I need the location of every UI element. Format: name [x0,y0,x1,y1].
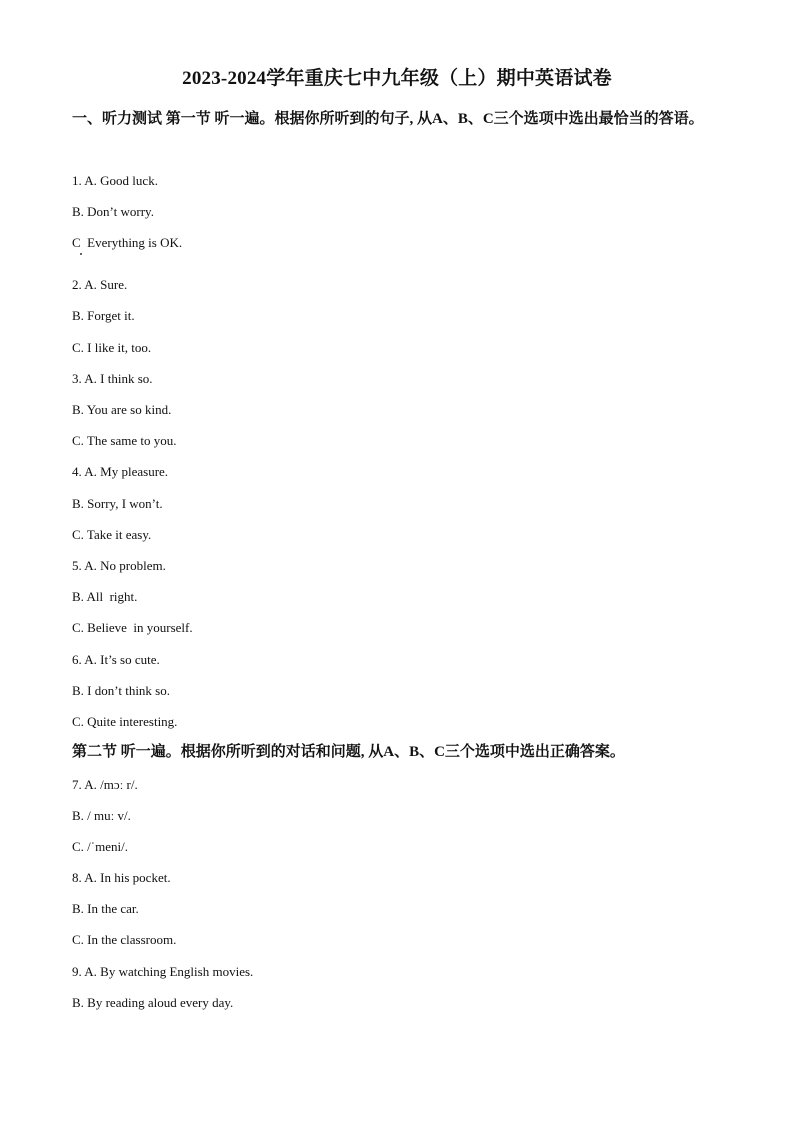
option-line: C. The same to you. [72,433,177,448]
option-line: C. Believe in yourself. [72,620,193,635]
option-line: B. Forget it. [72,308,135,323]
option-line: C. In the classroom. [72,932,177,947]
option-line: B. By reading aloud every day. [72,995,234,1010]
option-line: 4. A. My pleasure. [72,464,169,479]
option-line: C Everything is OK. [72,235,183,250]
option-line: B. All right. [72,589,138,604]
option-line: B. Don’t worry. [72,204,154,219]
stray-dot [80,253,82,255]
option-line: 8. A. In his pocket. [72,870,171,885]
option-line: C. Quite interesting. [72,714,178,729]
section-heading-1: 一、听力测试 第一节 听一遍。根据你所听到的句子, 从A、B、C三个选项中选出最恰当的答语。 [72,111,704,127]
option-line: 3. A. I think so. [72,371,153,386]
option-line: 6. A. It’s so cute. [72,652,160,667]
option-line: B. Sorry, I won’t. [72,496,163,511]
option-line: 5. A. No problem. [72,558,166,573]
option-line: C. I like it, too. [72,340,152,355]
section-heading-2: 第二节 听一遍。根据你所听到的对话和问题, 从A、B、C三个选项中选出正确答案。 [72,744,625,760]
option-line: 1. A. Good luck. [72,173,158,188]
page-title: 2023-2024学年重庆七中九年级（上）期中英语试卷 [182,68,612,89]
option-line: C. /ˈmeni/. [72,839,128,854]
option-line: B. In the car. [72,901,139,916]
option-line: 7. A. /mɔː r/. [72,777,138,792]
option-line: B. I don’t think so. [72,683,170,698]
option-line: B. / muː v/. [72,808,131,823]
option-line: C. Take it easy. [72,527,152,542]
option-line: 9. A. By watching English movies. [72,964,254,979]
option-line: 2. A. Sure. [72,277,128,292]
option-line: B. You are so kind. [72,402,172,417]
